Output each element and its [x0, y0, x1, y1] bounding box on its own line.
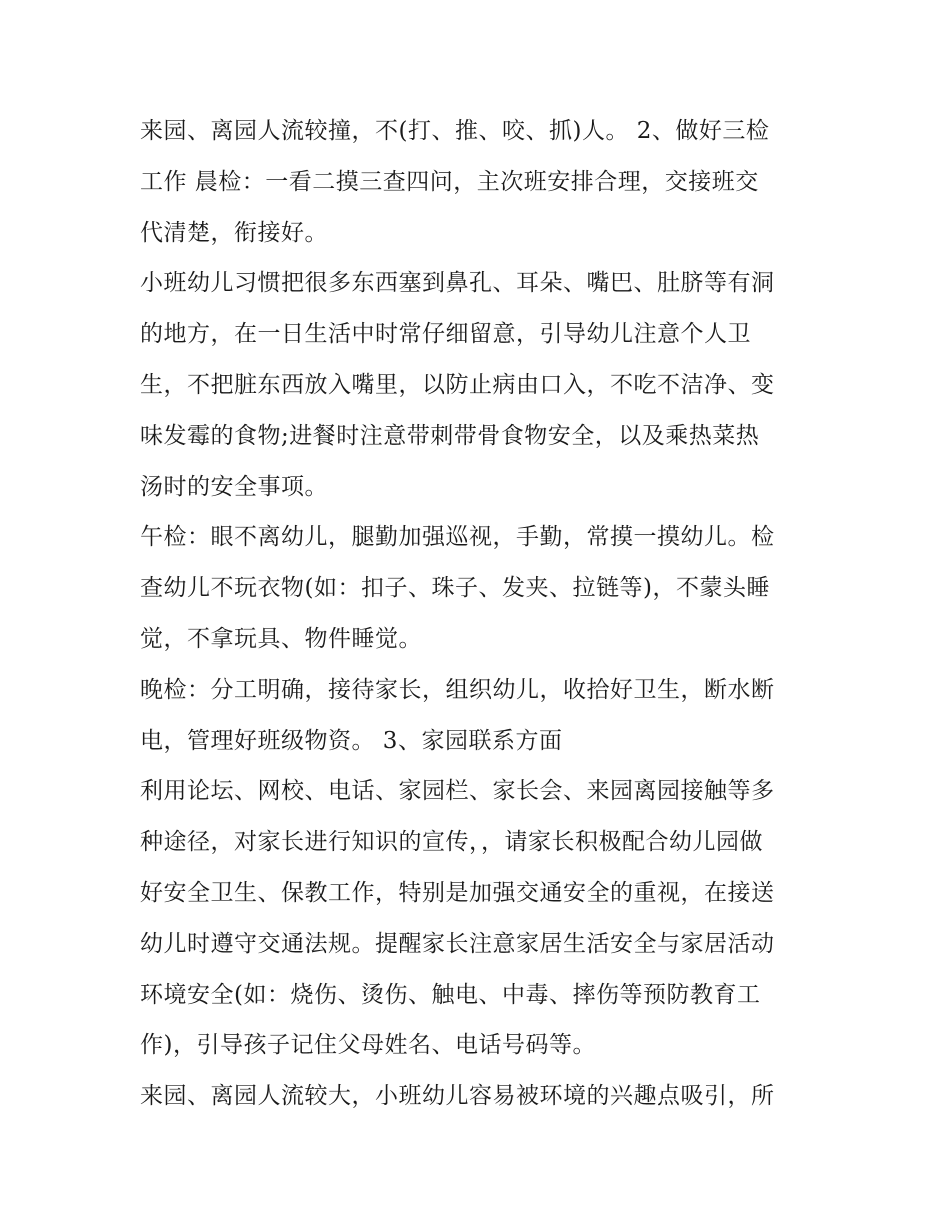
text-line: 工作 晨检：一看二摸三查四问，主次班安排合理，交接班交 — [140, 168, 759, 195]
text-line: 查幼儿不玩衣物(如：扣子、珠子、发夹、拉链等)，不蒙头睡 — [140, 575, 770, 602]
text-line: 利用论坛、网校、电话、家园栏、家长会、来园离园接触等多 — [140, 778, 775, 805]
body-text — [140, 106, 820, 1122]
text-line: 生，不把脏东西放入嘴里，以防止病由口入，不吃不洁净、变 — [140, 371, 775, 398]
text-line: 味发霉的食物;进餐时注意带刺带骨食物安全，以及乘热菜热 — [140, 422, 760, 449]
text-line: 环境安全(如：烧伤、烫伤、触电、中毒、摔伤等预防教育工 — [140, 981, 761, 1008]
text-line: 电，管理好班级物资。 3、家园联系方面 — [140, 727, 563, 754]
text-line: 来园、离园人流较撞，不(打、推、咬、抓)人。 2、做好三检 — [140, 118, 770, 144]
text-line: 来园、离园人流较大，小班幼儿容易被环境的兴趣点吸引，所 — [140, 1083, 775, 1110]
text-line: 汤时的安全事项。 — [140, 473, 328, 500]
text-line: 小班幼儿习惯把很多东西塞到鼻孔、耳朵、嘴巴、肚脐等有洞 — [140, 270, 775, 297]
text-line: 午检：眼不离幼儿，腿勤加强巡视，手勤，常摸一摸幼儿。检 — [140, 524, 775, 551]
text-line: 好安全卫生、保教工作，特别是加强交通安全的重视，在接送 — [140, 879, 775, 906]
text-line: 代清楚，衔接好。 — [140, 219, 328, 246]
text-line: 种途径，对家长进行知识的宣传，，请家长积极配合幼儿园做 — [140, 829, 763, 856]
text-line: 的地方，在一日生活中时常仔细留意，引导幼儿注意个人卫 — [140, 321, 751, 348]
text-line: 晚检：分工明确，接待家长，组织幼儿，收拾好卫生，断水断 — [140, 676, 775, 703]
text-line: 幼儿时遵守交通法规。提醒家长注意家居生活安全与家居活动 — [140, 930, 775, 957]
text-line: 觉，不拿玩具、物件睡觉。 — [140, 625, 422, 652]
text-line: 作)，引导孩子记住父母姓名、电话号码等。 — [140, 1032, 596, 1059]
